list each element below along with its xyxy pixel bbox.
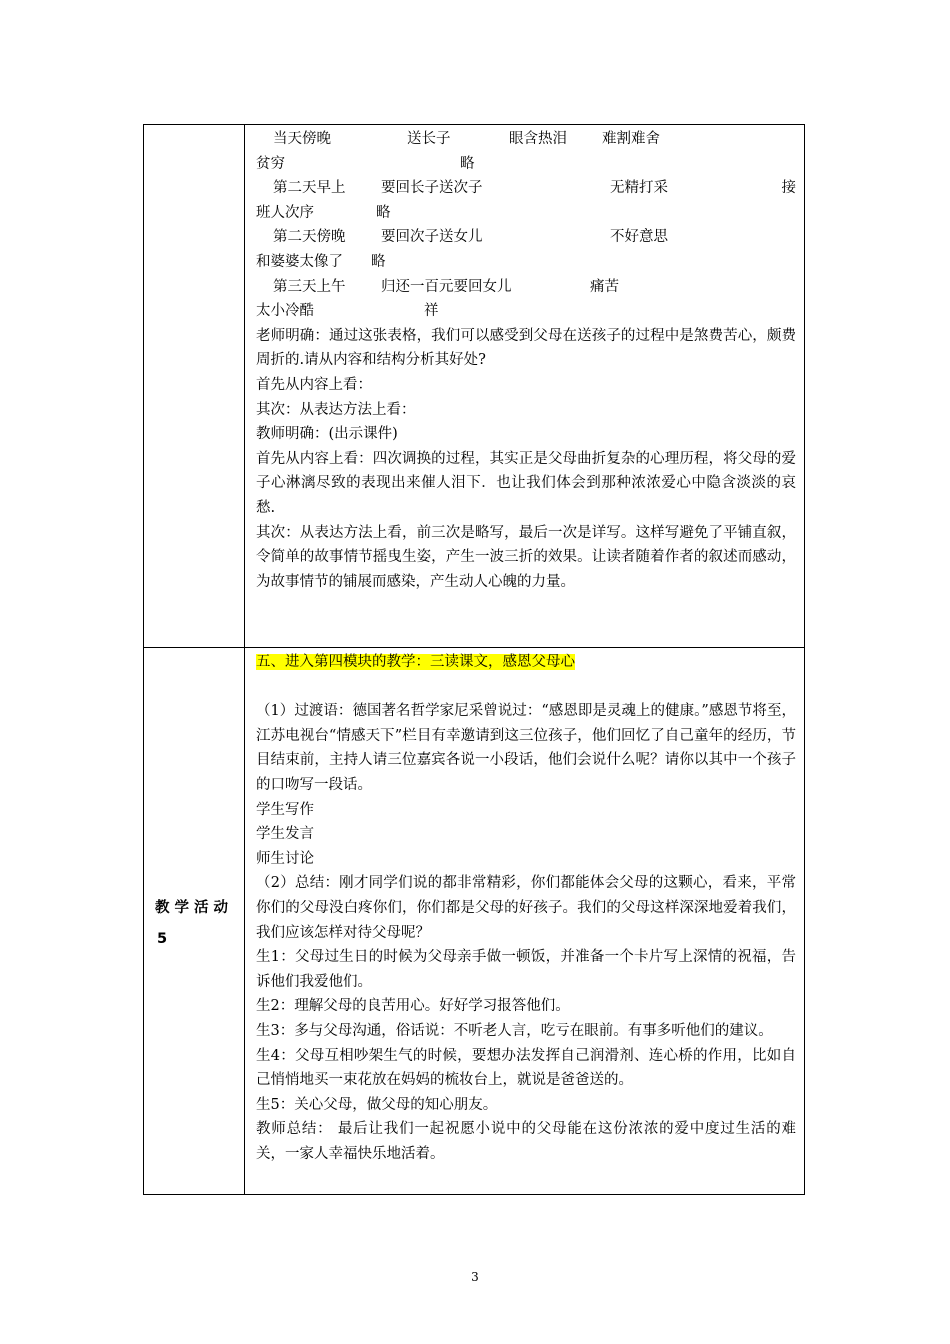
event-cell: 要回次子送女儿 bbox=[381, 229, 483, 246]
table-line bbox=[256, 275, 796, 300]
paragraph: 教师总结： 最后让我们一起祝愿小说中的父母能在这份浓浓的爱中度过生活的难关，一家人幸福快乐地活着。 bbox=[256, 1121, 796, 1162]
paragraph: （2）总结：刚才同学们说的都非常精彩，你们都能体会父母的这颗心，看来，平常你们的父母没白疼你们，你们都是父母的好孩子。我们的父母这样深深地爱着我们，我们应该怎样对待父母呢？ bbox=[256, 875, 796, 941]
table-line bbox=[256, 152, 796, 177]
reason-cell: 班人次序 bbox=[256, 204, 314, 221]
paragraph: 学生发言 bbox=[256, 826, 314, 843]
paragraph: 学生写作 bbox=[256, 801, 314, 818]
table-line bbox=[256, 225, 796, 250]
empty-label-cell bbox=[144, 125, 245, 648]
time-cell: 当天傍晚 bbox=[273, 131, 331, 147]
paragraph: 其次：从表达方法上看： bbox=[256, 401, 416, 418]
activity-number: 5 bbox=[157, 930, 168, 947]
reason-cell: 太小冷酷 bbox=[256, 303, 314, 320]
paragraph: 生3：多与父母沟通，俗话说：不听老人言，吃亏在眼前。有事多听他们的建议。 bbox=[256, 1022, 773, 1039]
mood-cell: 痛苦 bbox=[590, 278, 619, 295]
table-line bbox=[256, 201, 796, 226]
table-line bbox=[256, 127, 796, 152]
time-cell: 第二天傍晚 bbox=[273, 229, 346, 246]
detail-cell: 祥 bbox=[424, 303, 439, 320]
paragraph: 首先从内容上看：四次调换的过程，其实正是父母曲折复杂的心理历程，将父母的爱子心淋漓尽致的表现出来催人泪下．也让我们体会到那种浓浓爱心中隐含淡淡的哀愁. bbox=[256, 450, 796, 516]
paragraph: 生5：关心父母，做父母的知心朋友。 bbox=[256, 1096, 498, 1113]
time-cell: 第三天上午 bbox=[273, 278, 346, 295]
paragraph: 生4：父母互相吵架生气的时候，要想办法发挥自己润滑剂、连心桥的作用，比如自己悄悄地买一束花放在妈妈的梳妆台上，就说是爸爸送的。 bbox=[256, 1047, 796, 1089]
table-row bbox=[144, 648, 805, 1195]
table-line bbox=[256, 250, 796, 275]
lesson-plan-table bbox=[143, 124, 805, 1195]
activity-label-cell bbox=[144, 648, 245, 1195]
paragraph: 首先从内容上看： bbox=[256, 376, 372, 393]
mood-cell: 不好意思 bbox=[610, 229, 668, 246]
paragraph: 师生讨论 bbox=[256, 850, 314, 867]
blank-line bbox=[256, 675, 796, 700]
note-cell: 接 bbox=[781, 180, 796, 197]
page-number: 3 bbox=[471, 1270, 479, 1284]
section-heading: 五、进入第四模块的教学：三读课文，感恩父母心 bbox=[256, 654, 575, 670]
reason-cell: 贫穷 bbox=[256, 155, 285, 172]
paragraph: 其次：从表达方法上看，前三次是略写，最后一次是详写。这样写避免了平铺直叙，令简单的故事情节摇曳生姿，产生一波三折的效果。让读者随着作者的叙述而感动，为故事情节的铺展而感染，产生动人心魄的力量。 bbox=[256, 524, 796, 590]
reason-cell: 和婆婆太像了 bbox=[256, 253, 343, 270]
table-line bbox=[256, 176, 796, 201]
table-line bbox=[256, 299, 796, 324]
detail-cell: 略 bbox=[460, 155, 475, 172]
detail-cell: 略 bbox=[371, 253, 386, 270]
activity-label: 教学活动 bbox=[155, 899, 233, 916]
mood-cell: 无精打采 bbox=[610, 180, 668, 197]
event-cell: 要回长子送次子 bbox=[381, 180, 483, 197]
paragraph: 生1：父母过生日的时候为父母亲手做一顿饭，并准备一个卡片写上深情的祝福，告诉他们我爱他们。 bbox=[256, 949, 796, 990]
detail-cell: 略 bbox=[376, 204, 391, 221]
mood-cell: 眼含热泪 bbox=[509, 131, 567, 147]
event-cell: 送长子 bbox=[407, 131, 451, 147]
content-cell bbox=[245, 648, 805, 1195]
table-row bbox=[144, 125, 805, 648]
content-cell bbox=[245, 125, 805, 648]
paragraph: 教师明确：(出示课件) bbox=[256, 426, 398, 443]
paragraph: （1）过渡语：德国著名哲学家尼采曾说过：“感恩即是灵魂上的健康。”感恩节将至，江苏电视台“情感天下”栏目有幸邀请到这三位孩子，他们回忆了自己童年的经历，节目结束前，主持人请三位嘉宾各说一小段话，他们会说什么呢？请你以其中一个孩子的口吻写一段话。 bbox=[256, 703, 796, 793]
paragraph: 老师明确：通过这张表格，我们可以感受到父母在送孩子的过程中是煞费苦心，颇费周折的.请从内容和结构分析其好处? bbox=[256, 327, 796, 369]
note-cell: 难割难舍 bbox=[602, 131, 660, 147]
time-cell: 第二天早上 bbox=[273, 180, 346, 197]
event-cell: 归还一百元要回女儿 bbox=[381, 278, 512, 295]
paragraph: 生2：理解父母的良苦用心。好好学习报答他们。 bbox=[256, 998, 570, 1015]
